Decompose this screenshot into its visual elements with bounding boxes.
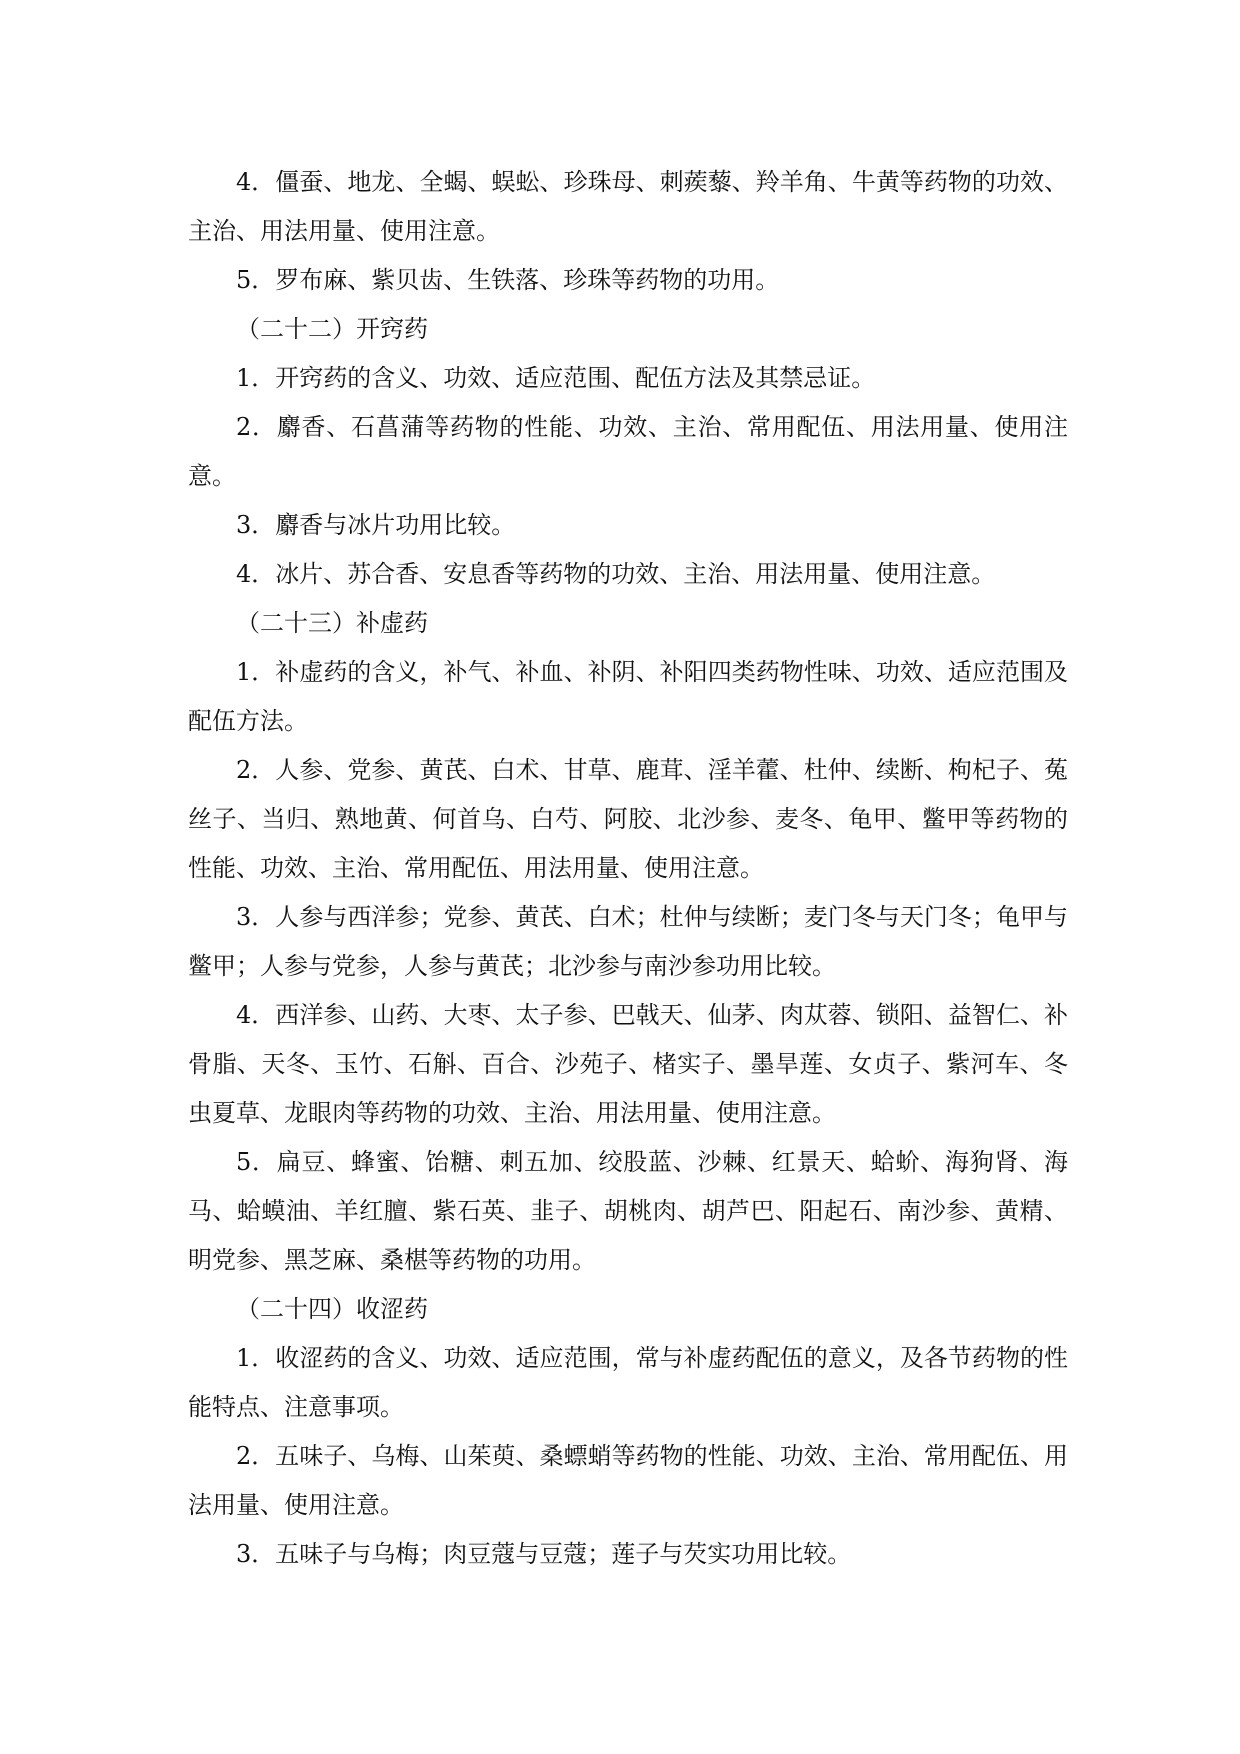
section-heading: （二十二）开窍药 (236, 315, 428, 343)
paragraph: 2．麝香、石菖蒲等药物的性能、功效、主治、常用配伍、用法用量、使用注意。 (188, 413, 1068, 490)
paragraph: 3．人参与西洋参；党参、黄芪、白术；杜仲与续断；麦门冬与天门冬；龟甲与鳖甲；人参与党参，人参与黄芪；北沙参与南沙参功用比较。 (188, 903, 1068, 980)
section-heading: （二十三）补虚药 (236, 609, 428, 637)
paragraph: 1．开窍药的含义、功效、适应范围、配伍方法及其禁忌证。 (236, 364, 876, 392)
paragraph: 1．补虚药的含义，补气、补血、补阴、补阳四类药物性味、功效、适应范围及配伍方法。 (188, 658, 1068, 735)
section-heading: （二十四）收涩药 (236, 1295, 428, 1323)
paragraph: 3．五味子与乌梅；肉豆蔻与豆蔻；莲子与芡实功用比较。 (236, 1540, 852, 1568)
paragraph: 2．人参、党参、黄芪、白术、甘草、鹿茸、淫羊藿、杜仲、续断、枸杞子、菟丝子、当归、熟地黄、何首乌、白芍、阿胶、北沙参、麦冬、龟甲、鳖甲等药物的性能、功效、主治、常用配伍、用法用量、使用注意。 (188, 756, 1068, 882)
paragraph: 4．僵蚕、地龙、全蝎、蜈蚣、珍珠母、刺蒺藜、羚羊角、牛黄等药物的功效、主治、用法用量、使用注意。 (188, 168, 1068, 245)
document-body (188, 158, 1068, 1579)
paragraph: 3．麝香与冰片功用比较。 (236, 511, 516, 539)
paragraph: 2．五味子、乌梅、山茱萸、桑螵蛸等药物的性能、功效、主治、常用配伍、用法用量、使用注意。 (188, 1442, 1068, 1519)
paragraph: 5．扁豆、蜂蜜、饴糖、刺五加、绞股蓝、沙棘、红景天、蛤蚧、海狗肾、海马、蛤蟆油、羊红膻、紫石英、韭子、胡桃肉、胡芦巴、阳起石、南沙参、黄精、明党参、黑芝麻、桑椹等药物的功用。 (188, 1148, 1068, 1274)
paragraph: 4．西洋参、山药、大枣、太子参、巴戟天、仙茅、肉苁蓉、锁阳、益智仁、补骨脂、天冬、玉竹、石斛、百合、沙苑子、楮实子、墨旱莲、女贞子、紫河车、冬虫夏草、龙眼肉等药物的功效、主治、用法用量、使用注意。 (188, 1001, 1068, 1127)
paragraph: 1．收涩药的含义、功效、适应范围，常与补虚药配伍的意义，及各节药物的性能特点、注意事项。 (188, 1344, 1068, 1421)
paragraph: 5．罗布麻、紫贝齿、生铁落、珍珠等药物的功用。 (236, 266, 780, 294)
paragraph: 4．冰片、苏合香、安息香等药物的功效、主治、用法用量、使用注意。 (236, 560, 996, 588)
